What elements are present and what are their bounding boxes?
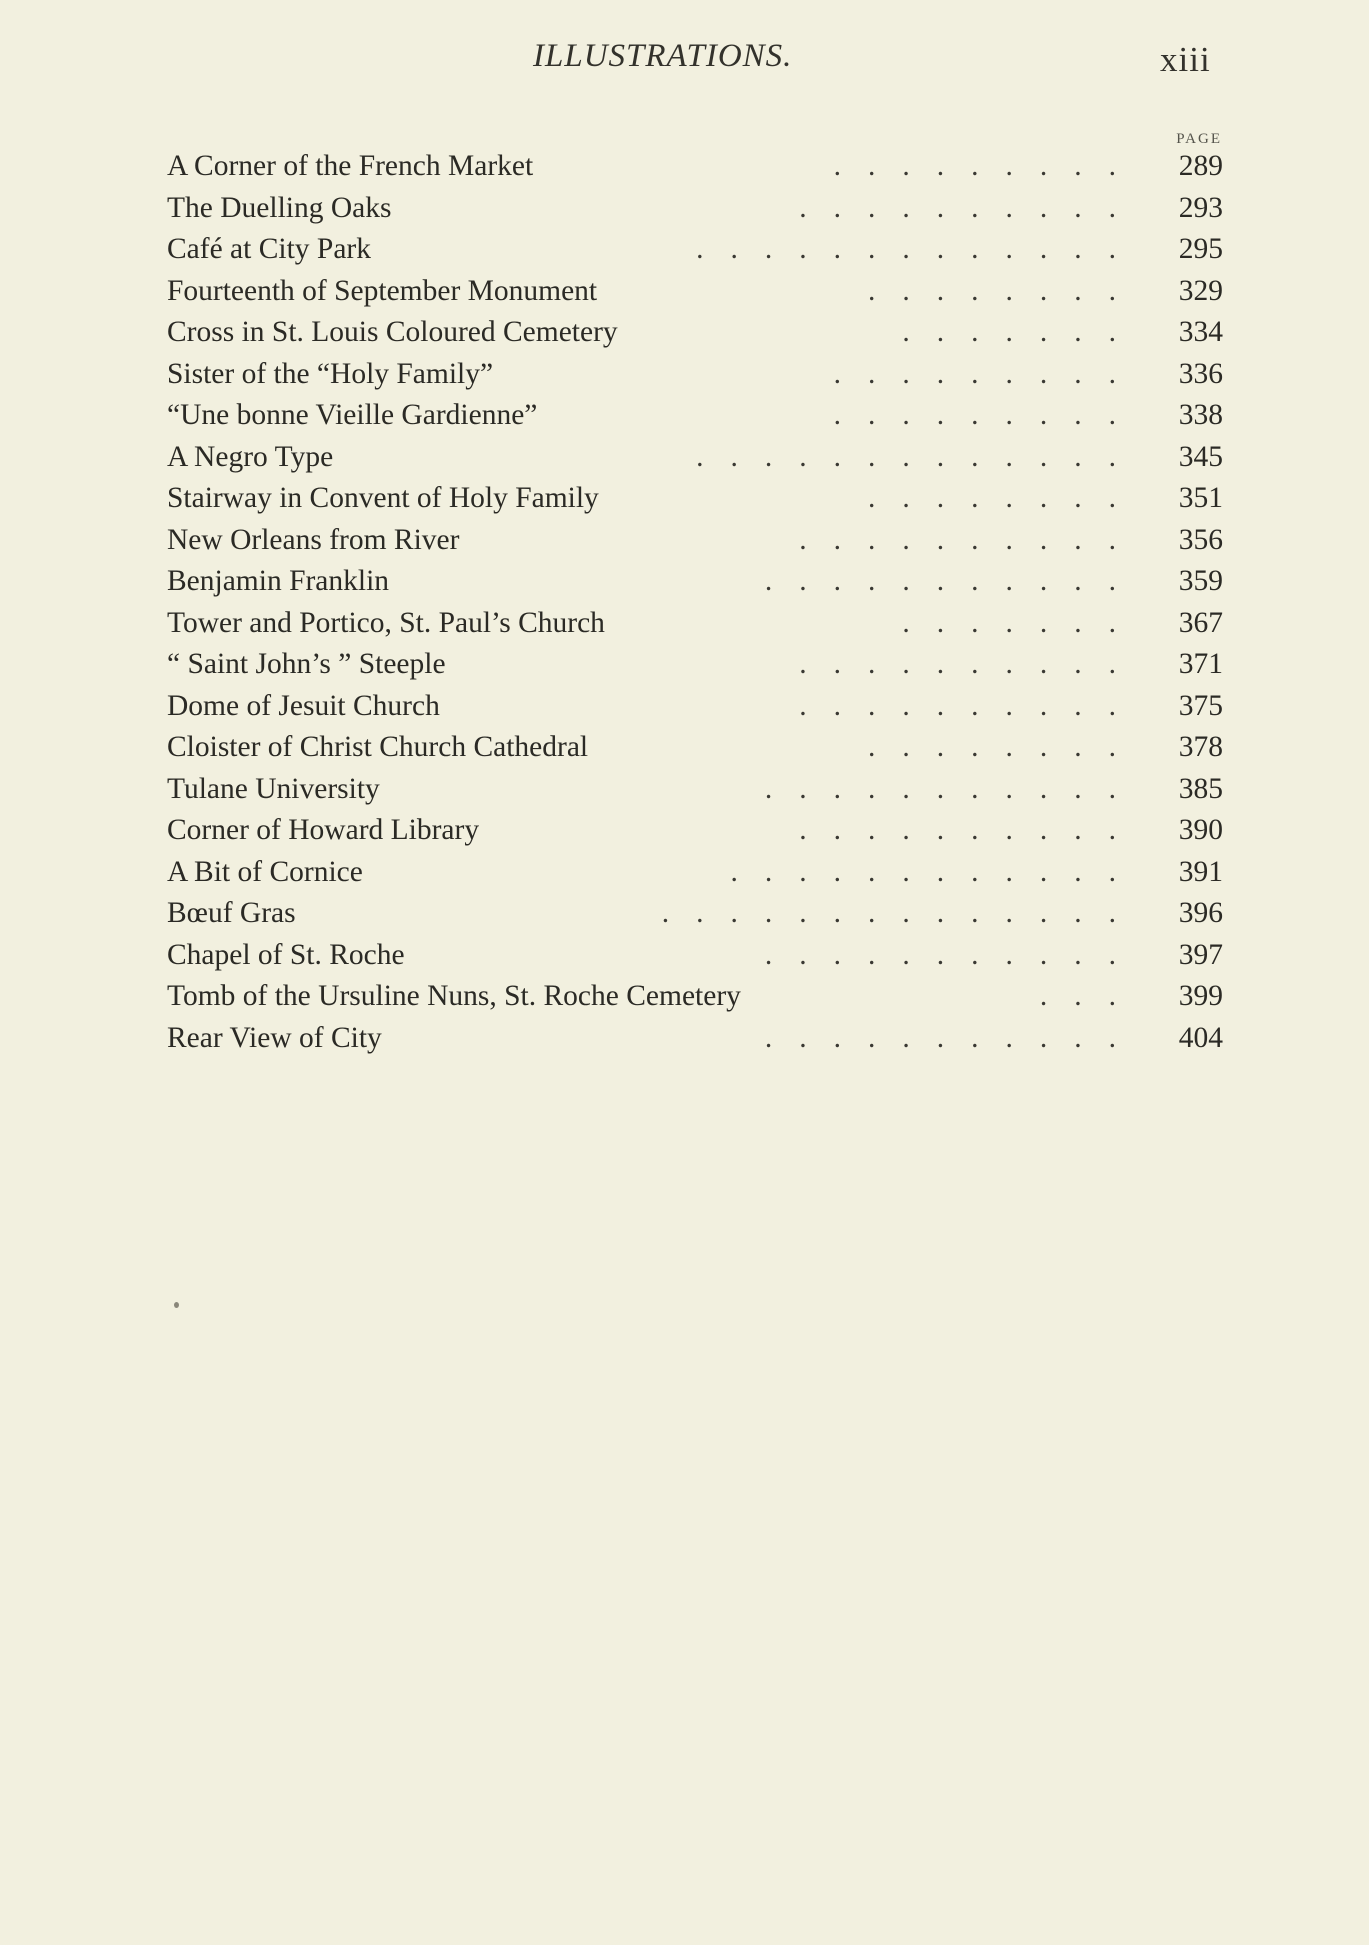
entry-title: Benjamin Franklin [167,565,390,597]
toc-entry [167,644,1225,686]
entry-page: 338 [1178,399,1223,431]
toc-entry [167,520,1225,562]
toc-entry [167,478,1225,520]
entry-page: 334 [1178,316,1223,348]
entry-title: Cross in St. Louis Coloured Cemetery [167,316,618,348]
toc-entry [167,561,1225,603]
toc-entry [167,146,1225,188]
entry-page: 367 [1178,606,1223,639]
leader-dots: .......... [799,191,1143,224]
entry-page: 289 [1178,150,1223,182]
toc-entry [167,686,1225,728]
page-column-label: PAGE [1176,131,1222,147]
leader-dots: ........... [764,1021,1143,1054]
toc-entry [167,188,1225,230]
toc-entry [167,354,1225,396]
entry-title: Café at City Park [167,233,371,265]
toc-entry [167,976,1225,1018]
entry-page: 356 [1178,523,1223,556]
entry-title: Sister of the “Holy Family” [167,357,494,390]
entry-page: 295 [1178,233,1223,265]
leader-dots: ............ [730,855,1143,888]
leader-dots: .......... [799,648,1143,680]
entry-page: 385 [1178,772,1223,805]
entry-title: A Corner of the French Market [167,150,534,182]
entry-title: “Une bonne Vieille Gardienne” [167,399,538,431]
leader-dots: .......... [799,814,1143,846]
leader-dots: ............. [696,440,1143,473]
toc-entry [167,893,1225,935]
leader-dots: ......... [833,357,1143,390]
leader-dots: ....... [902,316,1143,348]
entry-page: 293 [1178,191,1223,224]
entry-title: Tulane University [167,772,380,805]
entry-page: 351 [1178,482,1223,514]
entry-title: Rear View of City [167,1021,382,1054]
entry-title: Corner of Howard Library [167,814,480,846]
entry-page: 390 [1178,814,1223,846]
toc-entry [167,935,1225,977]
leader-dots: ........ [868,482,1143,514]
entry-title: “ Saint John’s ” Steeple [167,648,446,680]
entry-page: 404 [1178,1021,1223,1054]
toc-entry [167,1018,1225,1060]
toc-entry [167,603,1225,645]
entry-page: 329 [1178,274,1223,307]
entry-page: 336 [1178,357,1223,390]
leader-dots: .......... [799,523,1143,556]
entry-page: 397 [1178,938,1223,971]
leader-dots: ........... [764,565,1143,597]
entry-page: 371 [1178,648,1223,680]
entry-title: Fourteenth of September Monument [167,274,598,307]
entry-title: Bœuf Gras [167,897,296,929]
leader-dots: ......... [833,399,1143,431]
running-head [0,38,1369,88]
entry-title: The Duelling Oaks [167,191,392,224]
leader-dots: ........ [868,274,1143,307]
entry-title: Tower and Portico, St. Paul’s Church [167,606,605,639]
toc-entry [167,395,1225,437]
entry-title: Dome of Jesuit Church [167,689,440,722]
toc-entry [167,271,1225,313]
toc-entry [167,437,1225,479]
leader-dots: .............. [661,897,1143,929]
toc-entry [167,312,1225,354]
toc-entry [167,229,1225,271]
entry-title: A Bit of Cornice [167,855,363,888]
entry-title: Chapel of St. Roche [167,938,405,971]
entry-page: 396 [1178,897,1223,929]
leader-dots: .......... [799,689,1143,722]
leader-dots: ....... [902,606,1143,639]
entry-title: A Negro Type [167,440,334,473]
leader-dots: ........ [868,731,1143,763]
entry-title: Stairway in Convent of Holy Family [167,482,599,514]
leader-dots: ............. [696,233,1143,265]
entry-page: 391 [1178,855,1223,888]
page-number: xiii [1160,40,1211,79]
entry-title: Cloister of Christ Church Cathedral [167,731,589,763]
paper-speck [174,1302,179,1308]
toc-entry [167,769,1225,811]
entry-title: New Orleans from River [167,523,460,556]
entry-title: Tomb of the Ursuline Nuns, St. Roche Cemetery [167,980,741,1012]
entry-page: 375 [1178,689,1223,722]
toc-entry [167,727,1225,769]
toc-entry [167,810,1225,852]
entry-page: 345 [1178,440,1223,473]
leader-dots: ......... [833,150,1143,182]
entry-page: 359 [1178,565,1223,597]
toc-entry [167,852,1225,894]
leader-dots: ... [1039,980,1143,1012]
leader-dots: ........... [764,938,1143,971]
entry-page: 378 [1178,731,1223,763]
entry-page: 399 [1178,980,1223,1012]
illustrations-list [167,146,1225,1059]
leader-dots: ........... [764,772,1143,805]
running-title: ILLUSTRATIONS. [533,38,793,74]
